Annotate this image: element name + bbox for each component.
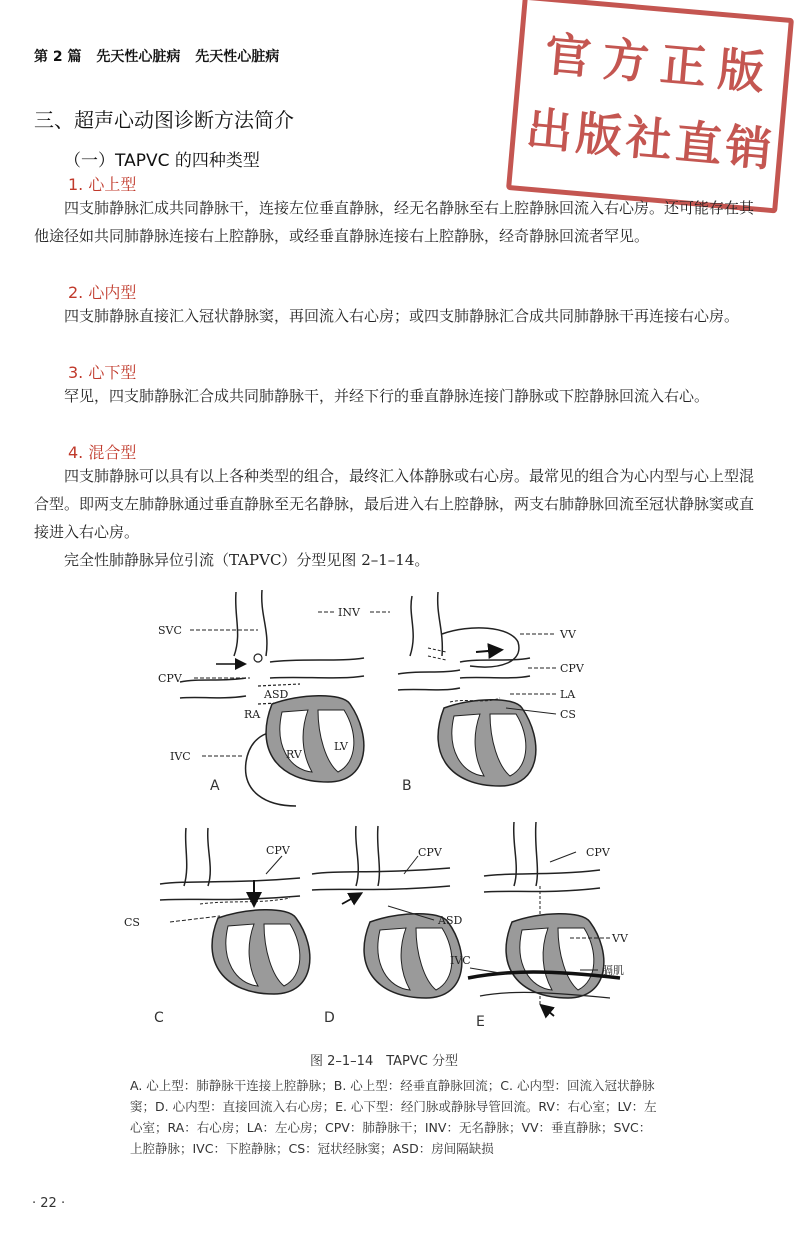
label-svc: SVC — [158, 624, 182, 637]
tapvc-figure — [124, 586, 670, 1032]
panel-c — [124, 828, 310, 1026]
stamp-line-1: 官方正版 — [542, 26, 779, 101]
type-heading-supracardiac: 1. 心上型 — [68, 175, 137, 194]
type-text-mixed: 四支肺静脉可以具有以上各种类型的组合，最终汇入体静脉或右心房。最常见的组合为心内型与心上型混合型。即两支左肺静脉通过垂直静脉至无名静脉，最后进入右上腔静脉，两支右肺静脉回流至冠状静脉窦或直接进入右心房。 — [34, 467, 755, 541]
label-rv: RV — [286, 748, 302, 761]
type-heading-mixed: 4. 混合型 — [68, 443, 137, 462]
section-title: 三、超声心动图诊断方法简介 — [34, 108, 294, 132]
subsection-title: （一）TAPVC 的四种类型 — [64, 151, 260, 171]
header-part: 第 2 篇 — [34, 49, 82, 65]
label-cpv-d: CPV — [418, 846, 442, 859]
label-inv: INV — [338, 606, 360, 619]
panel-letter-a: A — [210, 778, 220, 794]
label-ivc-a: IVC — [170, 750, 191, 763]
label-vv-b: VV — [560, 628, 576, 641]
label-ivc-e: IVC — [450, 954, 471, 967]
panel-letter-c: C — [154, 1010, 164, 1026]
panel-letter-d: D — [324, 1010, 335, 1026]
publisher-stamp — [506, 0, 794, 213]
panel-b — [398, 592, 585, 794]
tapvc-diagram — [124, 586, 670, 1032]
header-chapter-title: 先天性心脏病 — [195, 49, 280, 65]
panel-letter-b: B — [402, 778, 412, 794]
figure-reference-text: 完全性肺静脉异位引流（TAPVC）分型见图 2–1–14。 — [64, 551, 430, 569]
type-heading-infracardiac: 3. 心下型 — [68, 363, 137, 382]
label-lv: LV — [334, 740, 348, 753]
label-la: LA — [560, 688, 576, 701]
panel-letter-e: E — [476, 1014, 485, 1030]
label-diaphragm: 膈肌 — [602, 964, 624, 977]
panel-e — [450, 822, 629, 1030]
label-cs-b: CS — [560, 708, 576, 721]
figure-note: A. 心上型：肺静脉干连接上腔静脉；B. 心上型：经垂直静脉回流；C. 心内型：回流入冠状静脉窦；D. 心内型：直接回流入右心房；E. 心下型：经门脉或静脉导管回流。RV：右心室；LV：左心室；RA：右心房；LA：左心房；CPV：肺静脉干；INV：无名静脉；VV：垂直静脉；SVC：上腔静脉；IVC：下腔静脉；CS：冠状经脉窦；ASD：房间隔缺损 — [130, 1078, 657, 1156]
label-cpv-a: CPV — [158, 672, 182, 685]
label-asd-a: ASD — [264, 688, 289, 701]
label-asd-d: ASD — [438, 914, 463, 927]
panel-d — [312, 826, 462, 1026]
label-cs-c: CS — [124, 916, 140, 929]
figure-caption: 图 2–1–14 TAPVC 分型 — [310, 1054, 458, 1069]
label-cpv-c: CPV — [266, 844, 290, 857]
type-text-supracardiac: 四支肺静脉汇成共同静脉干，连接左位垂直静脉，经无名静脉至右上腔静脉回流入右心房。还可能存在其他途径如共同肺静脉连接右上腔静脉，或经垂直静脉连接右上腔静脉，经奇静脉回流者罕见。 — [34, 199, 755, 245]
label-cpv-e: CPV — [586, 846, 610, 859]
type-text-infracardiac: 罕见，四支肺静脉汇合成共同肺静脉干，并经下行的垂直静脉连接门静脉或下腔静脉回流入右心。 — [64, 387, 710, 405]
type-text-intracardiac: 四支肺静脉直接汇入冠状静脉窦，再回流入右心房；或四支肺静脉汇合成共同肺静脉干再连接右心房。 — [64, 307, 740, 325]
type-heading-intracardiac: 2. 心内型 — [68, 283, 137, 302]
panel-a — [158, 590, 364, 806]
page-number: · 22 · — [32, 1196, 66, 1211]
stamp-line-2: 出版社直销 — [524, 101, 778, 178]
label-ra: RA — [244, 708, 261, 721]
running-header — [34, 46, 279, 66]
header-part-title: 先天性心脏病 — [96, 49, 181, 65]
label-cpv-b: CPV — [560, 662, 584, 675]
label-vv-e: VV — [612, 932, 628, 945]
